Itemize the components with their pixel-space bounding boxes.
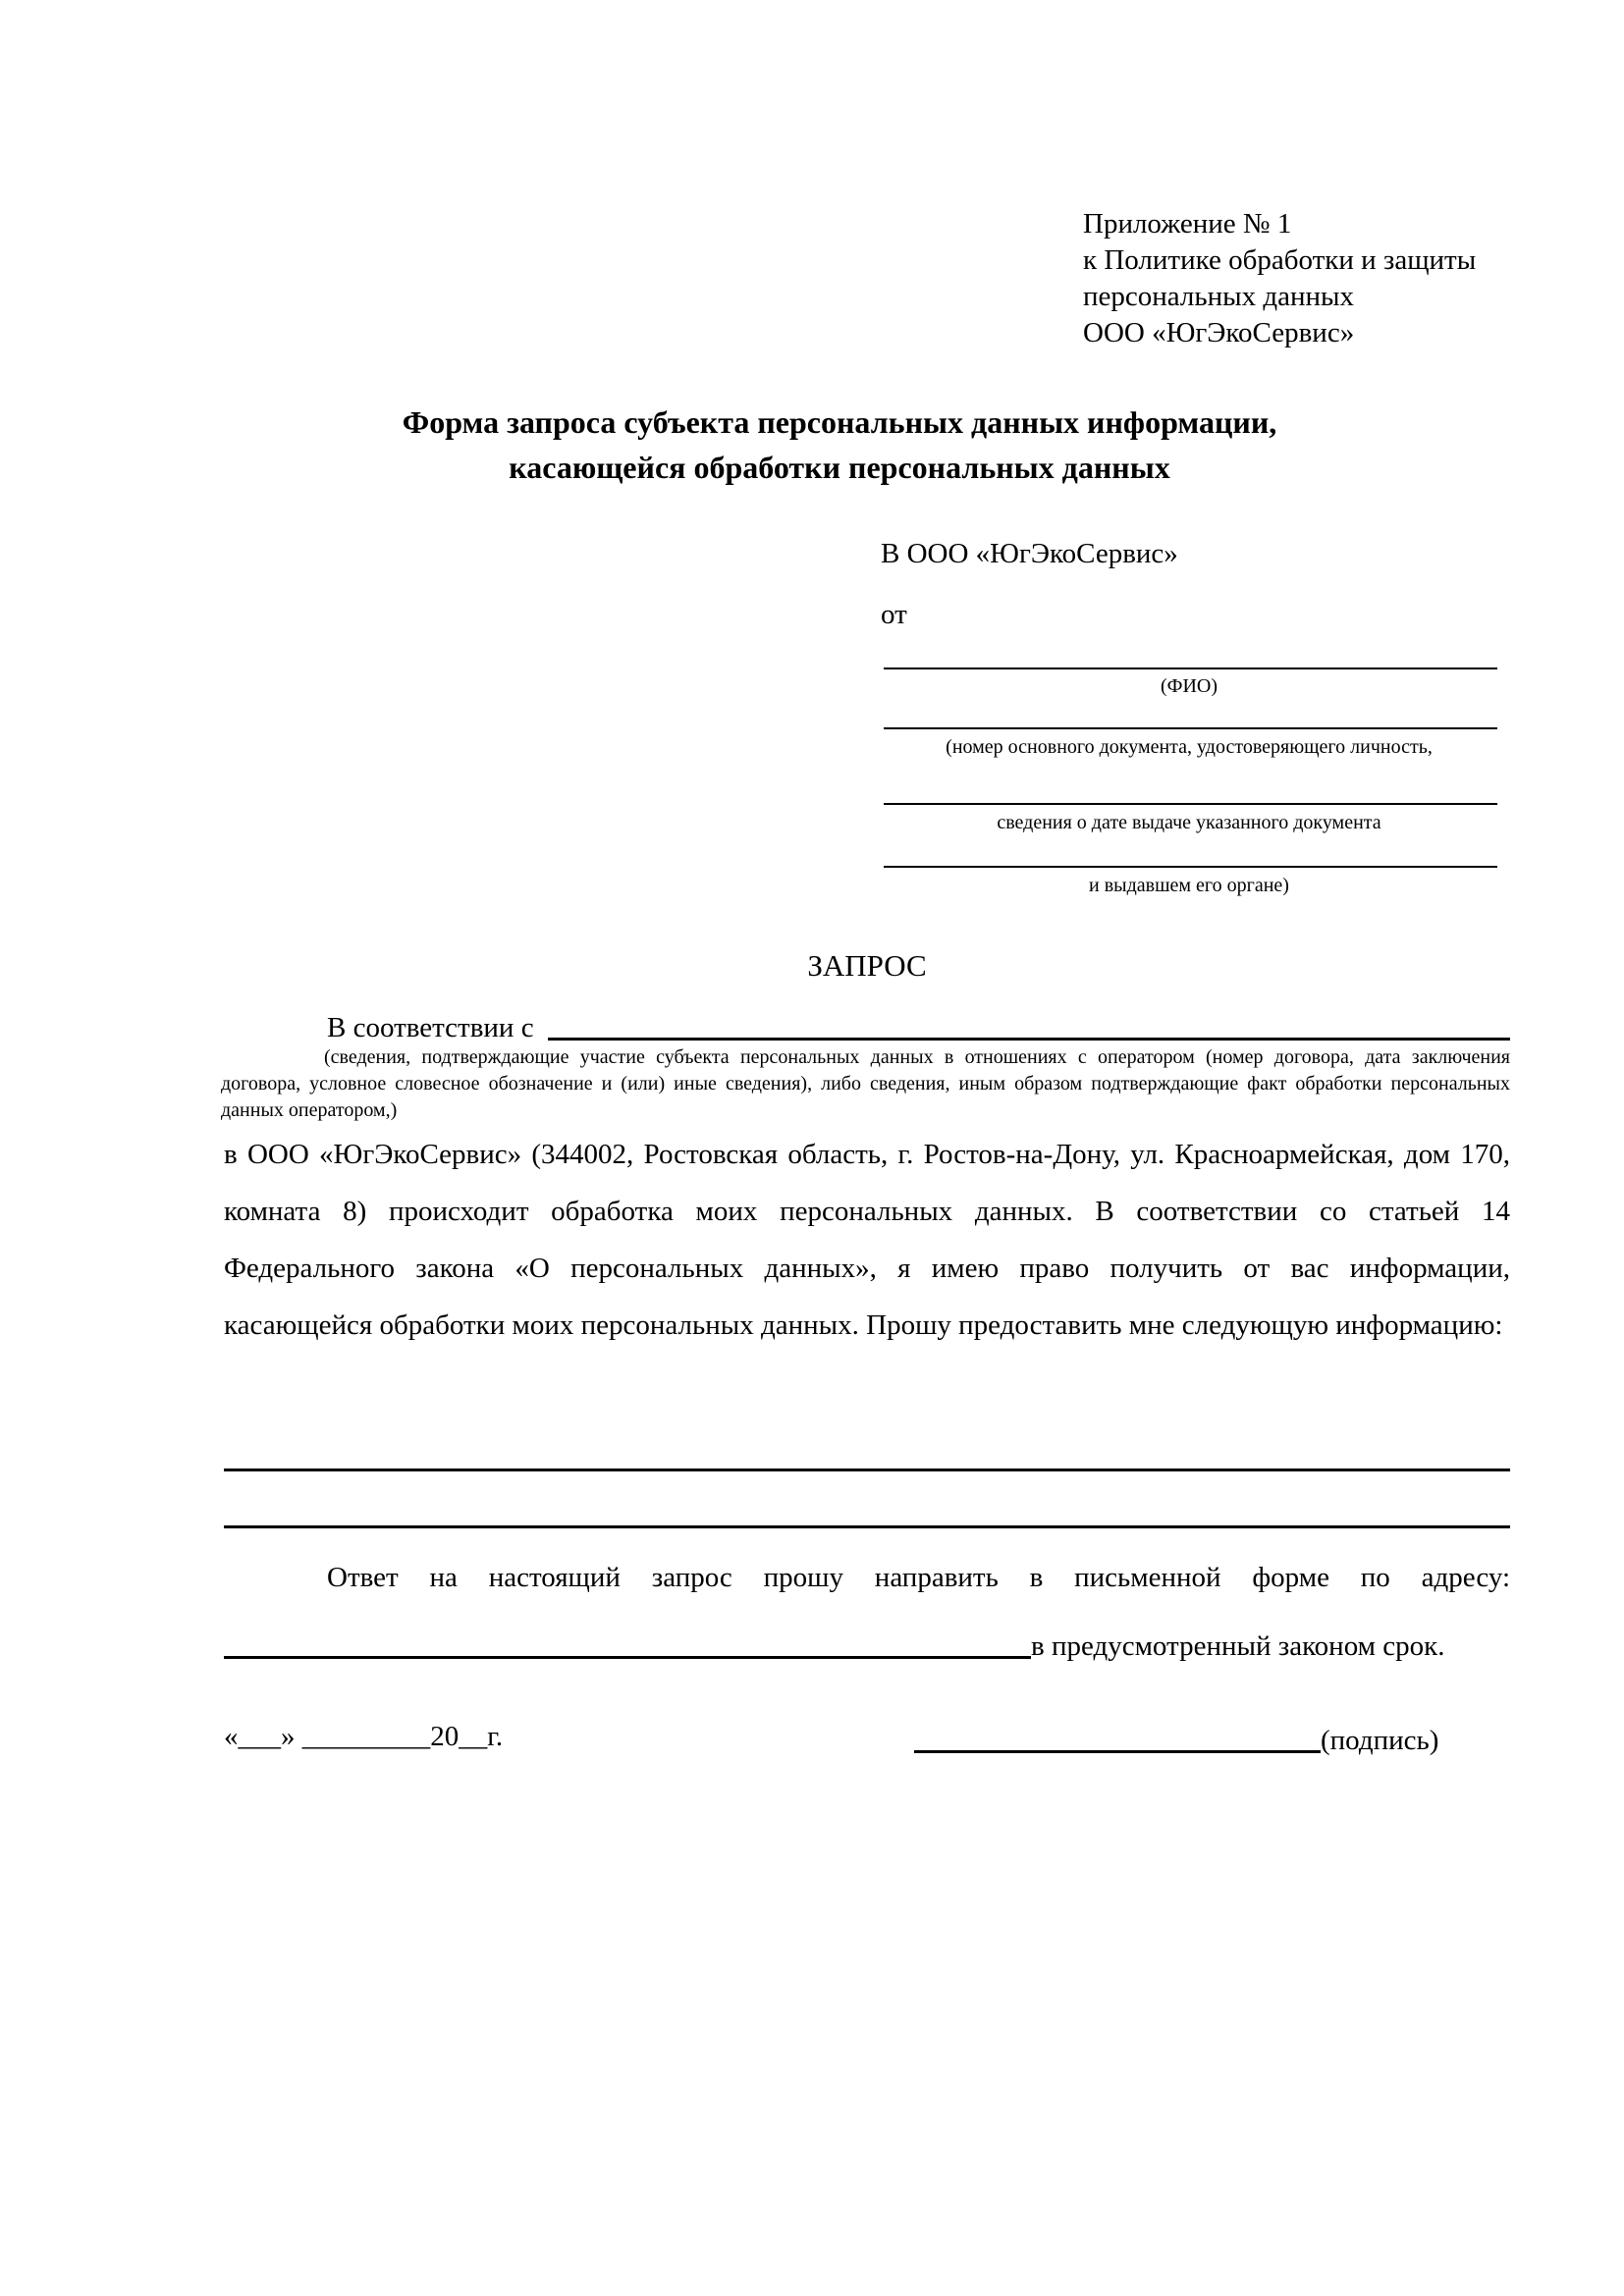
info-input-line-2[interactable] bbox=[224, 1525, 1510, 1528]
doc-number-input-line[interactable] bbox=[884, 727, 1497, 729]
signature-caption: (подпись) bbox=[1321, 1725, 1439, 1756]
annex-note-line: ООО «ЮгЭкоСервис» bbox=[1083, 317, 1355, 348]
reply-suffix-text: в предусмотренный законом срок. bbox=[1031, 1630, 1445, 1662]
reply-paragraph: Ответ на настоящий запрос прошу направить в письменной форме по адресу: bbox=[327, 1562, 1510, 1593]
issuer-caption: и выдавшем его органе) bbox=[1089, 875, 1289, 896]
page-title-line: Форма запроса субъекта персональных данных информации, bbox=[402, 404, 1277, 440]
date-field[interactable]: «___» _________20__г. bbox=[224, 1721, 504, 1752]
basis-row bbox=[224, 1003, 1510, 1044]
basis-input-line[interactable] bbox=[548, 1038, 1510, 1041]
fio-caption: (ФИО) bbox=[1160, 675, 1218, 697]
annex-note-line: Приложение № 1 bbox=[1083, 208, 1292, 240]
issuer-input-line[interactable] bbox=[884, 866, 1497, 868]
signature-input-line[interactable] bbox=[914, 1750, 1321, 1753]
body-paragraph: в ООО «ЮгЭкоСервис» (344002, Ростовская область, г. Ростов-на-Дону, ул. Красноармейская, дом 170, комната 8) происходит обработка моих персональных данных. В соответствии со статьей 14 Федерального закона «О персональных данных», я имею право получить от вас информации, касающейся обработки моих персональных данных. Прошу предоставить мне следующую информацию: bbox=[224, 1139, 1510, 1341]
reply-address-row bbox=[224, 1620, 1510, 1663]
issue-date-input-line[interactable] bbox=[884, 803, 1497, 805]
fio-input-line[interactable] bbox=[884, 667, 1497, 669]
page-title-line: касающейся обработки персональных данных bbox=[509, 450, 1170, 485]
from-label: от bbox=[881, 599, 907, 630]
annex-note-line: к Политике обработки и защиты bbox=[1083, 244, 1477, 276]
doc-number-caption: (номер основного документа, удостоверяющего личность, bbox=[946, 736, 1433, 758]
addressee-org: В ООО «ЮгЭкоСервис» bbox=[881, 538, 1178, 569]
address-input-line[interactable] bbox=[224, 1656, 1031, 1659]
issue-date-caption: сведения о дате выдаче указанного документа bbox=[997, 812, 1381, 833]
request-heading: ЗАПРОС bbox=[807, 948, 927, 983]
annex-note bbox=[1083, 206, 1515, 351]
signature-row bbox=[914, 1716, 1510, 1757]
basis-note: (сведения, подтверждающие участие субъекта персональных данных в отношениях с оператором (номер договора, дата заключения договора, условное словесное обозначение и (или) иные сведения), либо сведения, иным образом подтверждающие факт обработки персональных данных оператором,) bbox=[221, 1046, 1510, 1121]
page-title bbox=[169, 400, 1510, 490]
basis-lead-text: В соответствии с bbox=[327, 1012, 534, 1043]
info-input-line-1[interactable] bbox=[224, 1468, 1510, 1471]
annex-note-line: персональных данных bbox=[1083, 281, 1355, 312]
